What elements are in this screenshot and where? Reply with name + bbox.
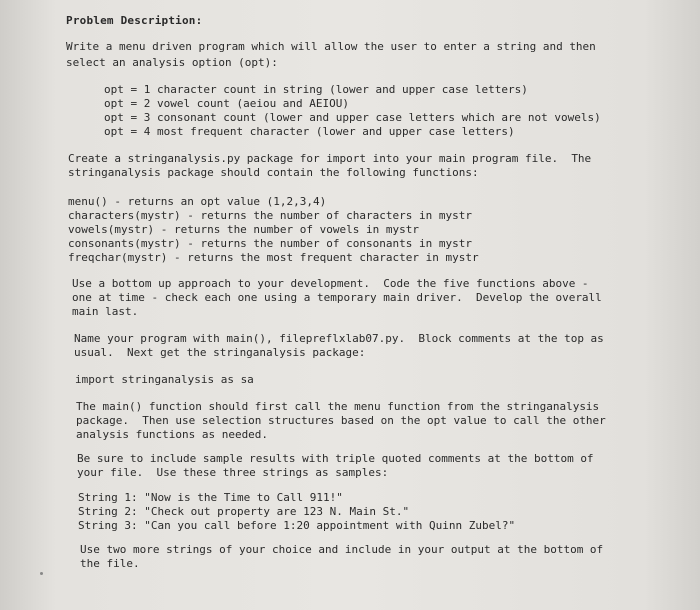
package-line: Create a stringanalysis.py package for import into your main program file. The [68, 152, 592, 165]
bottom-up-line: one at time - check each one using a temporary main driver. Develop the overall [72, 291, 602, 304]
option-item: opt = 3 consonant count (lower and upper case letters which are not vowels) [104, 111, 601, 124]
main-line: package. Then use selection structures based on the opt value to call the other [76, 414, 606, 427]
import-statement: import stringanalysis as sa [75, 373, 254, 386]
sample-paragraph [77, 452, 697, 479]
name-line: usual. Next get the stringanalysis package: [74, 346, 366, 359]
name-paragraph [74, 332, 694, 359]
intro-line: select an analysis option (opt): [66, 56, 278, 69]
final-line: the file. [80, 557, 140, 570]
options-list [104, 83, 700, 138]
sample-string: String 2: "Check out property are 123 N. Main St." [78, 505, 410, 518]
option-item: opt = 2 vowel count (aeiou and AEIOU) [104, 97, 350, 110]
final-line: Use two more strings of your choice and include in your output at the bottom of [80, 543, 604, 556]
sample-line: Be sure to include sample results with triple quoted comments at the bottom of [77, 452, 594, 465]
final-paragraph [80, 543, 700, 570]
function-item: vowels(mystr) - returns the number of vowels in mystr [68, 223, 419, 236]
sample-line: your file. Use these three strings as samples: [77, 466, 389, 479]
function-item: freqchar(mystr) - returns the most frequent character in mystr [68, 251, 479, 264]
functions-list [68, 195, 688, 264]
function-item: characters(mystr) - returns the number of characters in mystr [68, 209, 472, 222]
main-line: analysis functions as needed. [76, 428, 269, 441]
package-paragraph [68, 152, 688, 179]
package-line: stringanalysis package should contain the following functions: [68, 166, 479, 179]
bottom-up-line: main last. [72, 305, 139, 318]
option-item: opt = 4 most frequent character (lower and upper case letters) [104, 125, 515, 138]
option-item: opt = 1 character count in string (lower and upper case letters) [104, 83, 528, 96]
sample-strings [78, 491, 698, 532]
sample-string: String 1: "Now is the Time to Call 911!" [78, 491, 343, 504]
sample-string: String 3: "Can you call before 1:20 appointment with Quinn Zubel?" [78, 519, 516, 532]
function-item: consonants(mystr) - returns the number of consonants in mystr [68, 237, 472, 250]
function-item: menu() - returns an opt value (1,2,3,4) [68, 195, 327, 208]
name-line: Name your program with main(), filepreflxlab07.py. Block comments at the top as [74, 332, 604, 345]
intro-line: Write a menu driven program which will allow the user to enter a string and then [66, 40, 596, 53]
main-paragraph [76, 400, 696, 441]
speck-mark [40, 572, 43, 575]
bottom-up-paragraph [72, 277, 692, 318]
main-line: The main() function should first call the menu function from the stringanalysis [76, 400, 600, 413]
problem-title: Problem Description: [66, 14, 203, 27]
intro-paragraph [66, 40, 686, 69]
bottom-up-line: Use a bottom up approach to your development. Code the five functions above - [72, 277, 589, 290]
